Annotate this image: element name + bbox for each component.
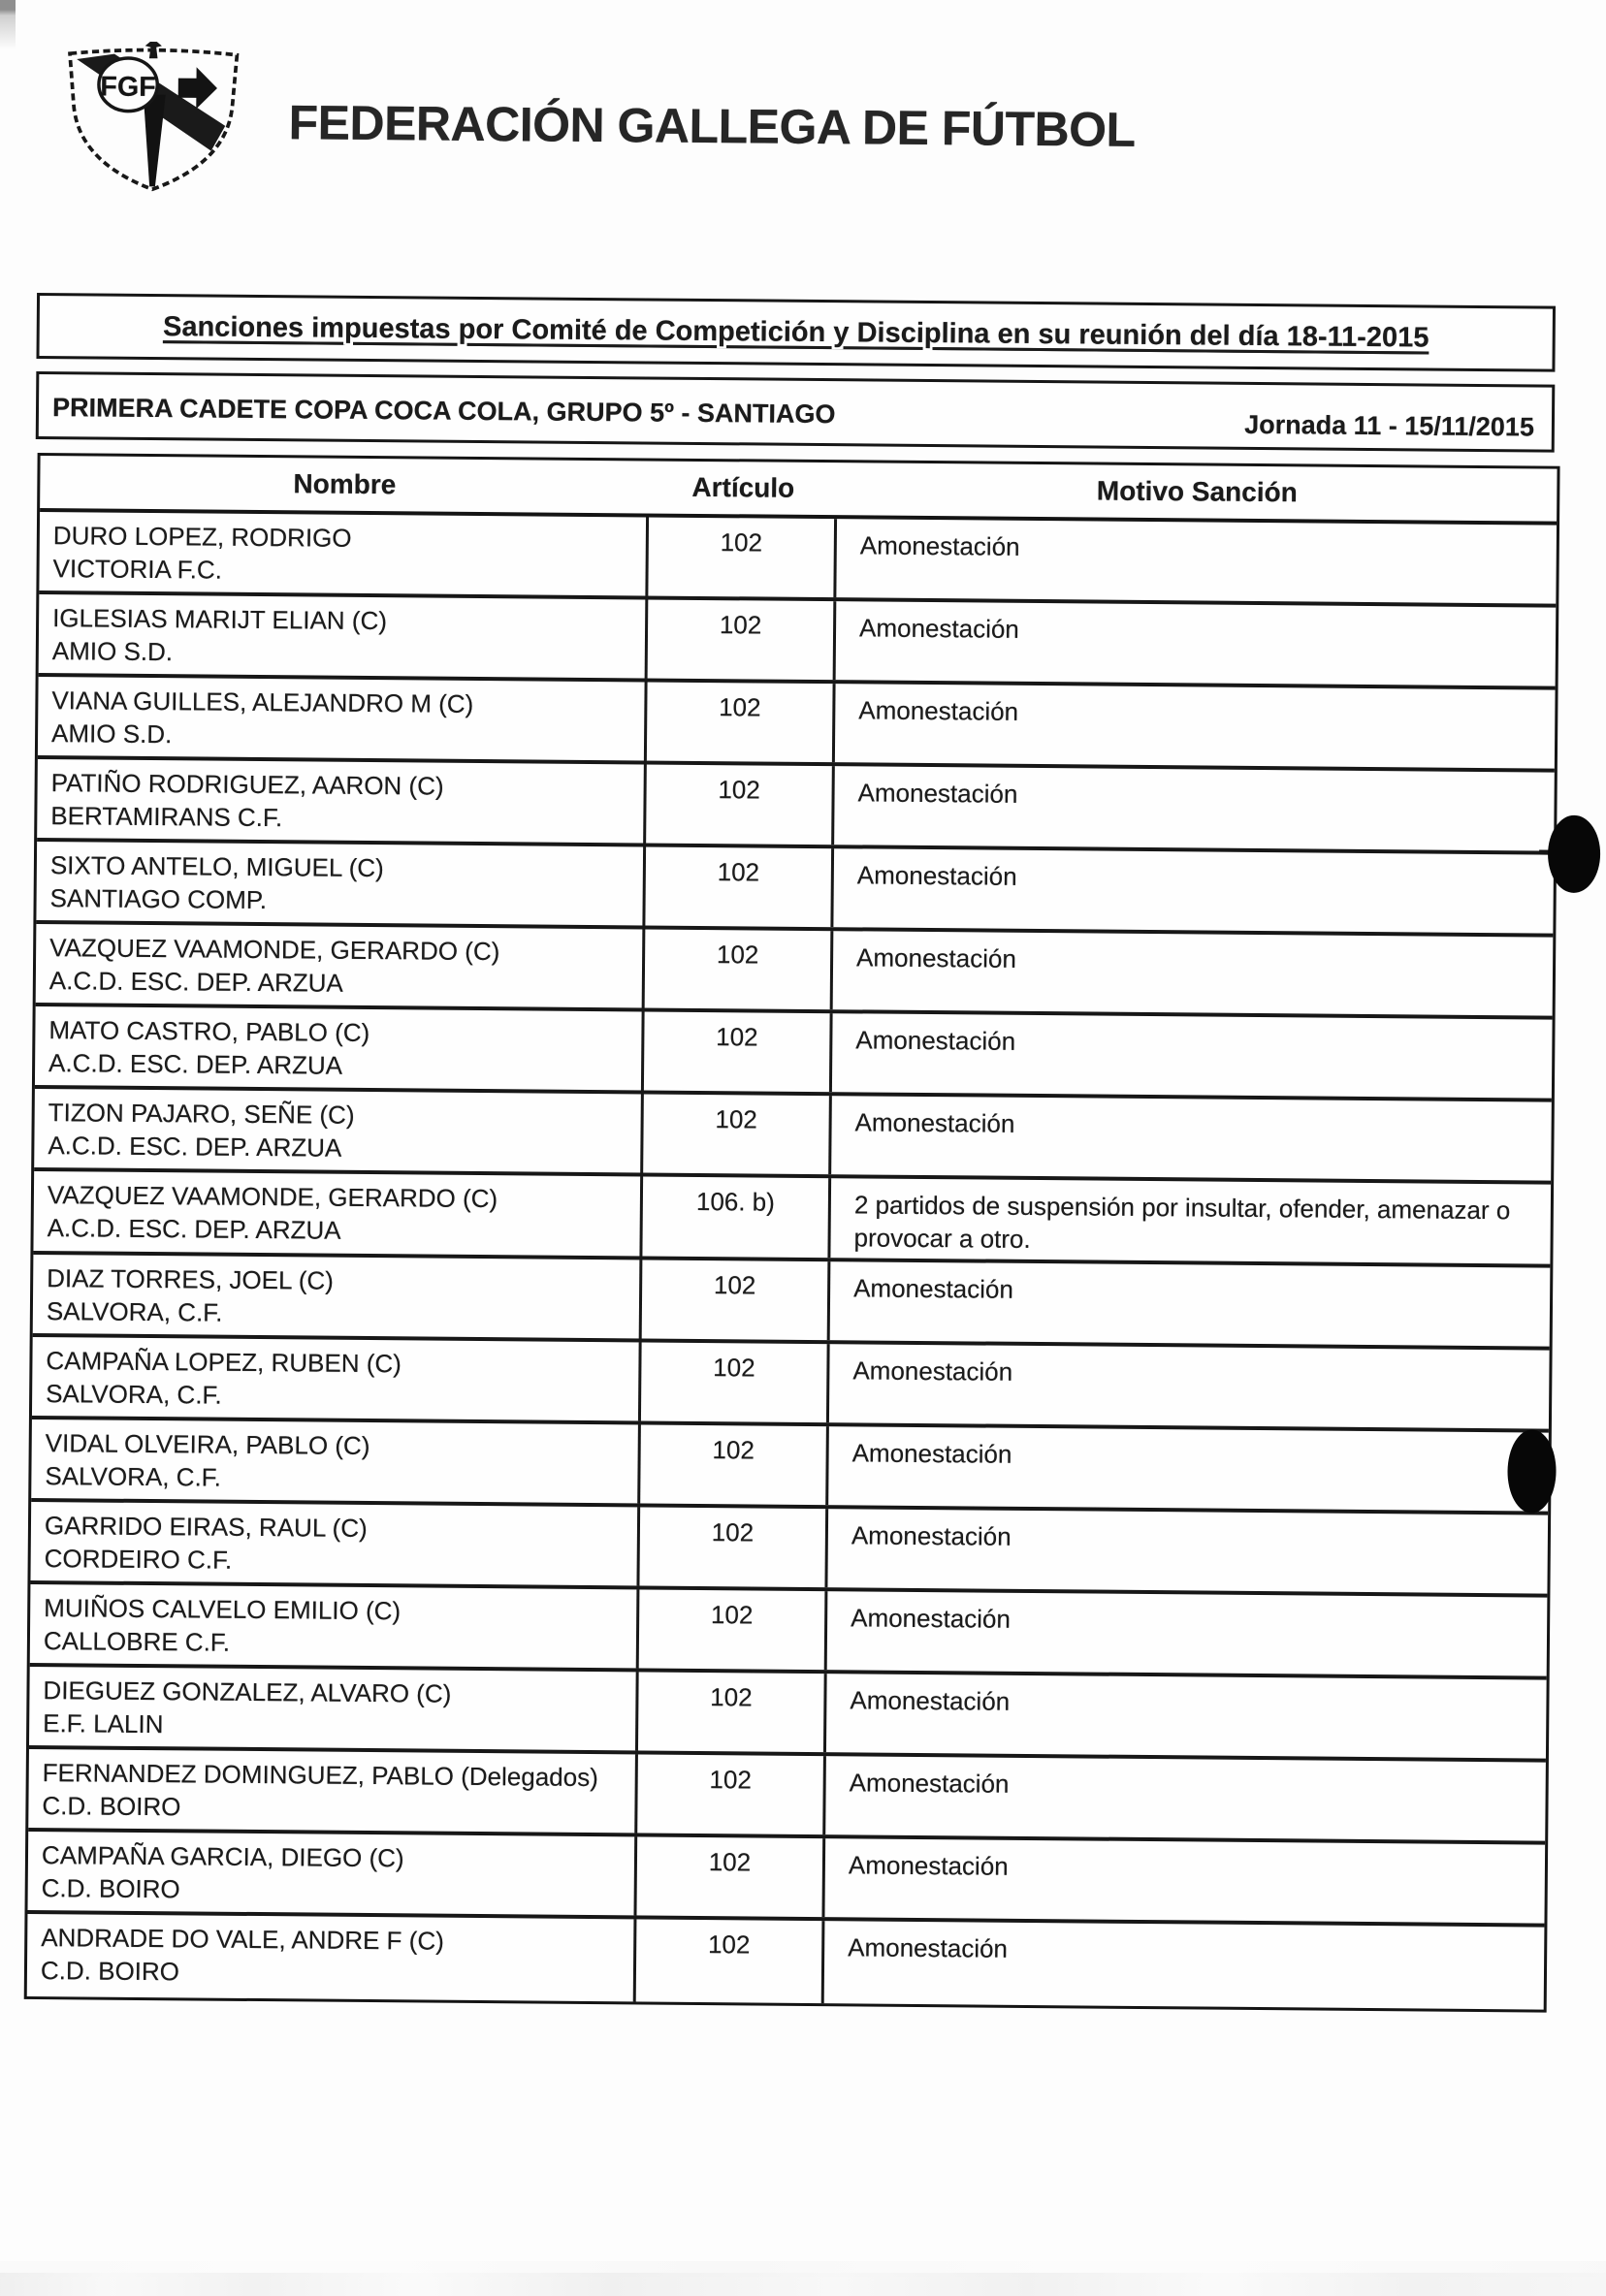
cell-motivo: Amonestación [852, 1355, 1013, 1387]
scan-edge-mark [0, 0, 16, 62]
cell-motivo: Amonestación [855, 942, 1017, 973]
cell-motivo: Amonestación [848, 1850, 1009, 1881]
table-row [30, 1584, 1548, 1680]
cell-motivo: Amonestación [856, 860, 1017, 891]
cell-name [27, 1914, 637, 2001]
meeting-banner [36, 293, 1556, 372]
cell-name [39, 512, 649, 595]
cell-articulo: 106. b) [642, 1176, 831, 1258]
table-row [33, 1255, 1551, 1351]
cell-motivo: Amonestación [854, 1107, 1015, 1138]
cell-articulo: 102 [636, 1836, 825, 1917]
cell-name [33, 1171, 643, 1256]
federation-crest-icon [51, 41, 254, 196]
club-name: A.C.D. ESC. DEP. ARZUA [48, 1131, 342, 1163]
cell-name [33, 1255, 643, 1338]
table-row [34, 1089, 1552, 1185]
cell-articulo: 102 [639, 1507, 828, 1587]
cell-motivo: Amonestación [851, 1603, 1012, 1634]
cell-articulo: 102 [647, 682, 836, 762]
player-name: CAMPAÑA LOPEZ, RUBEN (C) [46, 1346, 402, 1379]
cell-name [37, 759, 647, 843]
cell-motivo: Amonestación [858, 613, 1019, 644]
organization-name: FEDERACIÓN GALLEGA DE FÚTBOL [288, 95, 1136, 157]
club-name: C.D. BOIRO [42, 1791, 181, 1822]
player-name: FERNANDEZ DOMINGUEZ, PABLO (Delegados) [42, 1758, 598, 1793]
cell-name [29, 1667, 639, 1750]
cell-name [28, 1749, 638, 1833]
cell-articulo: 102 [640, 1424, 829, 1505]
club-name: AMIO S.D. [51, 636, 174, 667]
player-name: GARRIDO EIRAS, RAUL (C) [44, 1511, 368, 1544]
table-row [38, 677, 1556, 773]
sanctions-table-body [27, 512, 1557, 2010]
cell-articulo: 102 [642, 1260, 831, 1340]
cell-articulo: 102 [648, 599, 837, 680]
cell-articulo: 102 [636, 1919, 825, 2003]
column-header-motivo: Motivo Sanción [1096, 475, 1298, 508]
player-name: DIAZ TORRES, JOEL (C) [47, 1263, 335, 1295]
cell-name [38, 677, 648, 760]
cell-name [28, 1832, 638, 1915]
club-name: CALLOBRE C.F. [43, 1626, 231, 1657]
cell-name [32, 1337, 642, 1420]
cell-motivo: Amonestación [851, 1520, 1012, 1551]
player-name: DIEGUEZ GONZALEZ, ALVARO (C) [43, 1675, 452, 1708]
cell-articulo: 102 [646, 764, 835, 845]
cell-motivo: Amonestación [855, 1025, 1016, 1056]
cell-motivo: Amonestación [848, 1932, 1009, 1963]
club-name: CORDEIRO C.F. [44, 1544, 233, 1575]
cell-name [39, 594, 649, 678]
cell-name [34, 1089, 644, 1172]
cell-name [30, 1584, 640, 1668]
club-name: SALVORA, C.F. [46, 1296, 223, 1327]
column-header-nombre: Nombre [293, 468, 397, 500]
club-name: C.D. BOIRO [41, 1873, 180, 1904]
club-name: A.C.D. ESC. DEP. ARZUA [48, 1048, 343, 1080]
cell-articulo: 102 [637, 1754, 826, 1834]
player-name: VAZQUEZ VAAMONDE, GERARDO (C) [49, 933, 500, 967]
player-name: VAZQUEZ VAAMONDE, GERARDO (C) [47, 1180, 498, 1214]
cell-articulo: 102 [648, 517, 837, 597]
club-name: SALVORA, C.F. [46, 1379, 222, 1410]
cell-motivo: 2 partidos de suspensión por insultar, ofender, amenazar o provocar a otro. [853, 1190, 1511, 1254]
cell-motivo: Amonestación [858, 695, 1019, 726]
table-row [37, 759, 1555, 855]
cell-motivo: Amonestación [859, 530, 1020, 561]
cell-motivo: Amonestación [851, 1438, 1012, 1469]
document-header [51, 41, 1606, 207]
club-name: SANTIAGO COMP. [49, 883, 268, 915]
club-name: A.C.D. ESC. DEP. ARZUA [48, 966, 343, 998]
table-row [27, 1914, 1545, 2010]
table-row [35, 1006, 1553, 1102]
cell-articulo: 102 [638, 1672, 827, 1752]
hole-punch-mark [1548, 815, 1601, 893]
cell-motivo: Amonestación [853, 1273, 1014, 1304]
cell-articulo: 102 [639, 1589, 828, 1670]
player-name: VIDAL OLVEIRA, PABLO (C) [45, 1428, 370, 1461]
club-name: C.D. BOIRO [40, 1956, 180, 1987]
player-name: DURO LOPEZ, RODRIGO [52, 521, 352, 553]
club-name: E.F. LALIN [43, 1708, 164, 1739]
table-row [36, 842, 1554, 938]
club-name: A.C.D. ESC. DEP. ARZUA [47, 1213, 341, 1245]
club-name: BERTAMIRANS C.F. [50, 801, 283, 833]
cell-motivo: Amonestación [857, 778, 1018, 809]
table-row [36, 924, 1554, 1020]
cell-name [36, 842, 646, 925]
cell-motivo: Amonestación [849, 1768, 1010, 1799]
competition-name: PRIMERA CADETE COPA COCA COLA, GRUPO 5º - SANTIAGO [51, 392, 836, 429]
table-row [39, 594, 1557, 690]
scan-noise-band [0, 2273, 1606, 2296]
cell-name [30, 1502, 640, 1585]
competition-banner [36, 371, 1556, 453]
table-row [32, 1337, 1550, 1433]
player-name: MUIÑOS CALVELO EMILIO (C) [44, 1593, 402, 1626]
cell-articulo: 102 [645, 929, 834, 1009]
club-name: SALVORA, C.F. [45, 1461, 222, 1492]
cell-motivo: Amonestación [850, 1685, 1011, 1716]
cell-articulo: 102 [644, 1011, 833, 1092]
player-name: PATIÑO RODRIGUEZ, AARON (C) [50, 768, 444, 801]
club-name: AMIO S.D. [50, 718, 173, 749]
table-row [28, 1749, 1546, 1845]
cell-name [31, 1419, 641, 1503]
player-name: SIXTO ANTELO, MIGUEL (C) [49, 850, 384, 883]
cell-articulo: 102 [643, 1094, 832, 1174]
table-row [39, 512, 1557, 608]
cell-articulo: 102 [641, 1342, 830, 1422]
matchday-label: Jornada 11 - 15/11/2015 [1244, 409, 1535, 442]
meeting-banner-text: Sanciones impuestas por Comité de Competición y Disciplina en su reunión del día 18-11-2015 [162, 310, 1429, 354]
logo-initials: FGF [100, 71, 156, 104]
cell-name [36, 924, 646, 1007]
player-name: ANDRADE DO VALE, ANDRE F (C) [41, 1923, 444, 1956]
player-name: MATO CASTRO, PABLO (C) [48, 1015, 370, 1048]
table-row [30, 1502, 1548, 1598]
player-name: VIANA GUILLES, ALEJANDRO M (C) [51, 686, 474, 718]
player-name: CAMPAÑA GARCIA, DIEGO (C) [41, 1840, 404, 1873]
table-row [33, 1171, 1551, 1268]
table-row [27, 1832, 1545, 1928]
player-name: IGLESIAS MARIJT ELIAN (C) [52, 603, 388, 636]
column-header-articulo: Artículo [691, 471, 795, 503]
table-row [31, 1419, 1549, 1515]
cell-articulo: 102 [645, 846, 834, 927]
table-row [29, 1667, 1547, 1763]
club-name: VICTORIA F.C. [52, 554, 223, 585]
cell-name [35, 1006, 645, 1090]
player-name: TIZON PAJARO, SEÑE (C) [48, 1098, 355, 1130]
sanctions-table [24, 453, 1560, 2013]
